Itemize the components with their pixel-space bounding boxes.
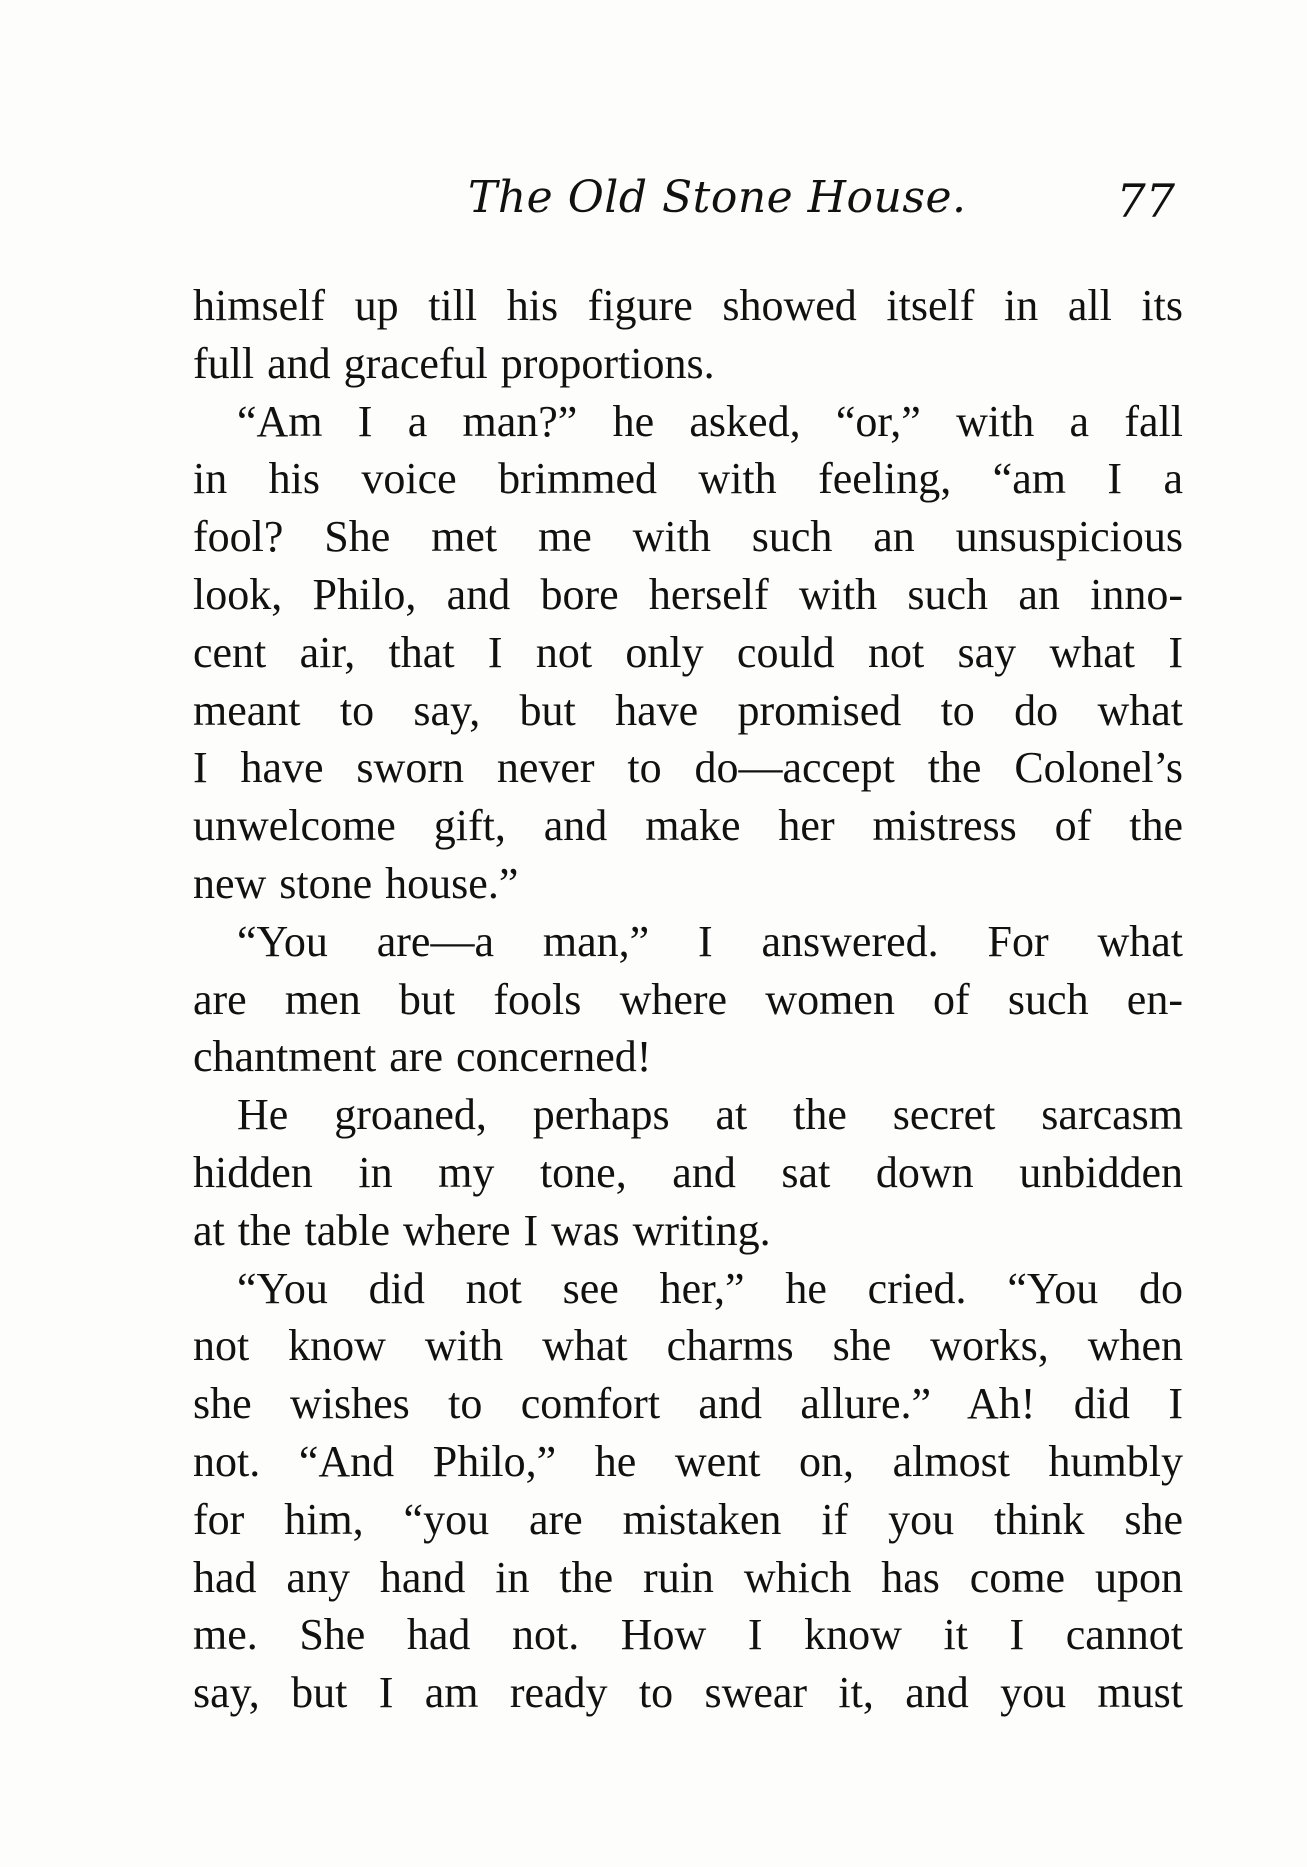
text-line: at the table where I was writing. [193,1205,771,1255]
text-line: “Am I a man?” he asked, “or,” with a fall [237,396,1183,446]
text-line: in his voice brimmed with feeling, “am I a [193,454,1183,504]
text-line: “You did not see her,” he cried. “You do [237,1263,1183,1313]
text-line: himself up till his figure showed itself in all its [193,281,1183,330]
text-line: for him, “you are mistaken if you think she [193,1494,1183,1544]
text-line: hidden in my tone, and sat down unbidden [193,1147,1183,1197]
text-line: she wishes to comfort and allure.” Ah! did I [193,1379,1183,1429]
running-title: The Old Stone House. [468,172,967,223]
body-text [193,277,1183,1722]
text-line: He groaned, perhaps at the secret sarcasm [237,1090,1183,1140]
text-line: unwelcome gift, and make her mistress of the [193,801,1183,851]
text-line: look, Philo, and bore herself with such an inno- [193,569,1183,619]
text-line: are men but fools where women of such en- [193,974,1183,1024]
text-line: say, but I am ready to swear it, and you must [193,1668,1183,1718]
text-line: fool? She met me with such an unsuspicious [193,512,1183,562]
text-line: I have sworn never to do—accept the Colonel’s [193,743,1183,793]
text-line: me. She had not. How I know it I cannot [193,1610,1183,1660]
text-line: chantment are concerned! [193,1032,652,1082]
text-line: had any hand in the ruin which has come upon [193,1552,1183,1602]
text-line: full and graceful proportions. [193,338,715,388]
text-line: meant to say, but have promised to do what [193,685,1183,735]
text-line: “You are—a man,” I answered. For what [237,916,1183,966]
text-line: new stone house.” [193,858,519,908]
page-header [193,172,1183,232]
text-line: cent air, that I not only could not say what I [193,627,1183,677]
page-number: 77 [1116,174,1175,228]
text-line: not. “And Philo,” he went on, almost humbly [193,1436,1183,1486]
text-line: not know with what charms she works, when [193,1321,1183,1371]
